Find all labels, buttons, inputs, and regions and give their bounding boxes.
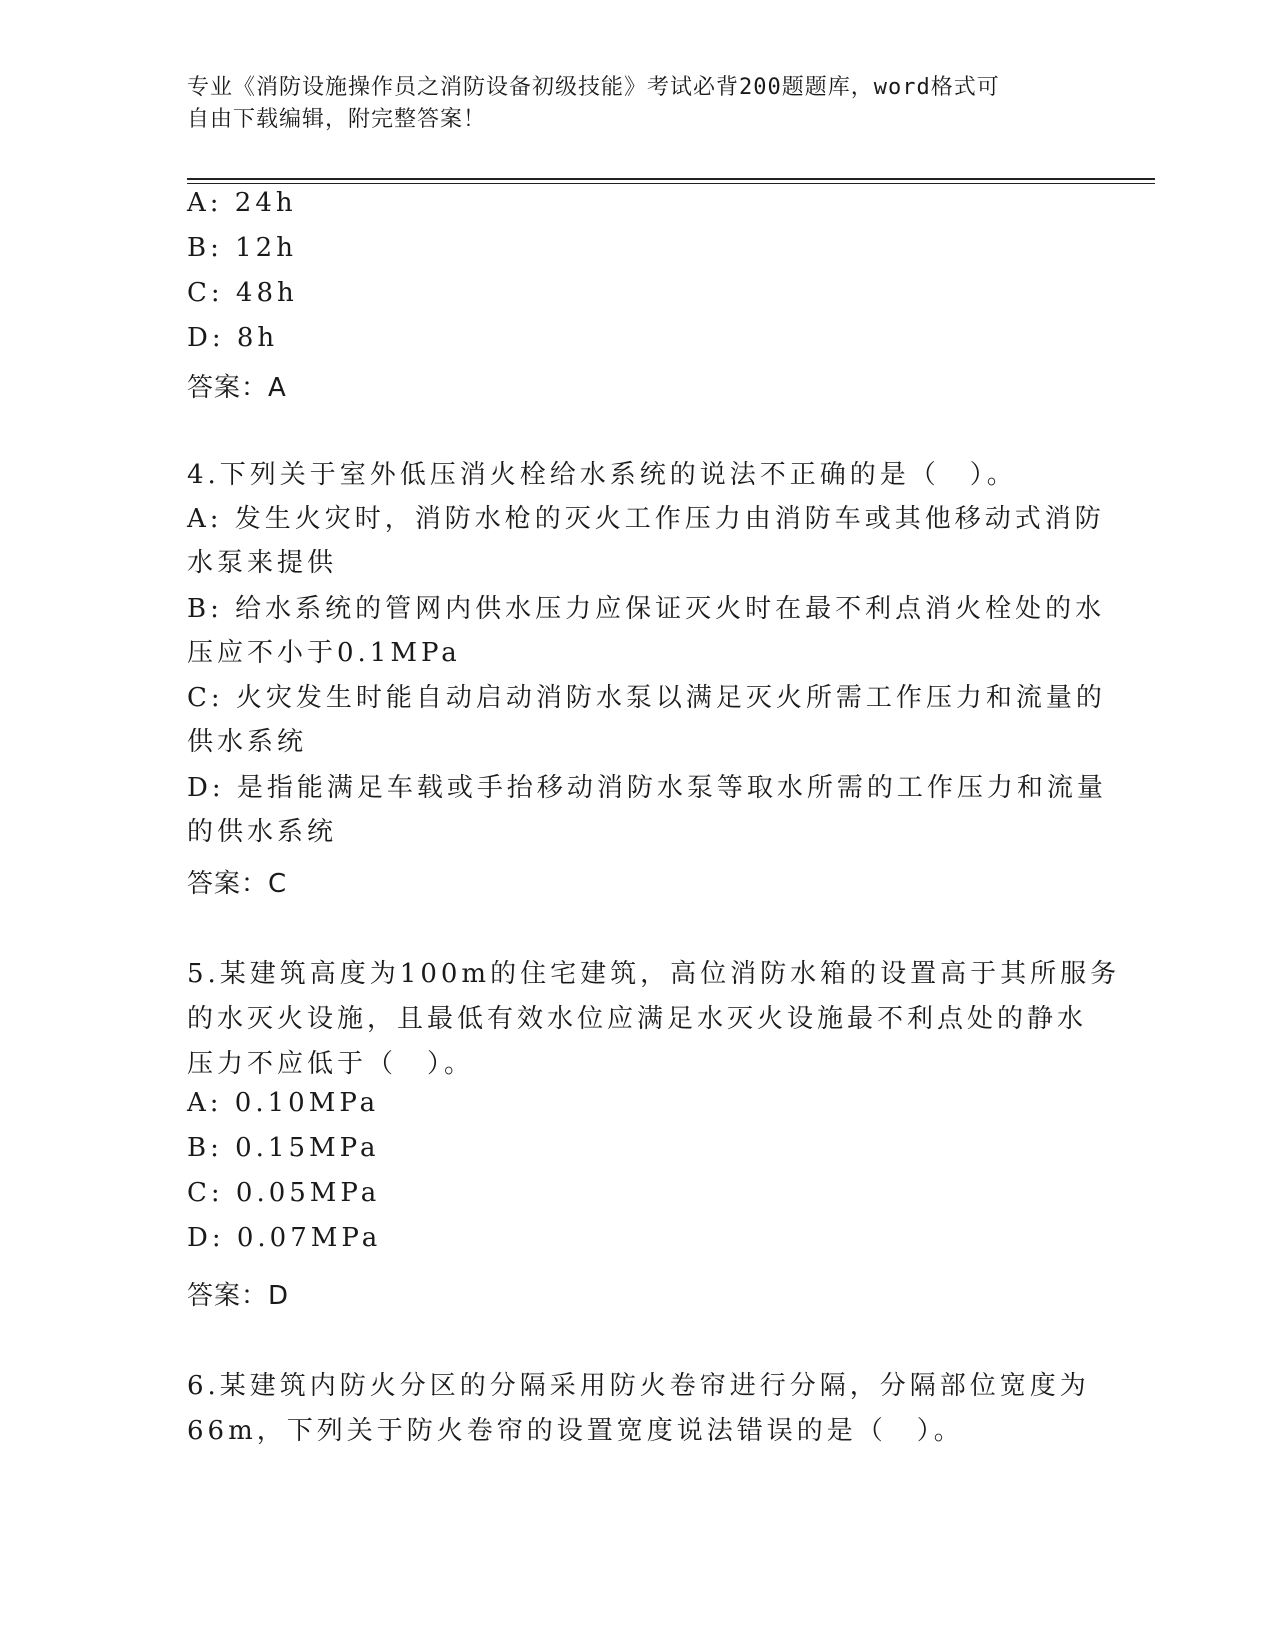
- q3-option-d: D: 8h: [187, 323, 279, 353]
- q5-stem-line3: 压力不应低于（ ）。: [187, 1049, 475, 1079]
- q4-option-d-line1: D: 是指能满足车载或手抬移动消防水泵等取水所需的工作压力和流量: [187, 773, 1107, 803]
- q4-option-a-line2: 水泵来提供: [187, 548, 338, 578]
- q5-option-a: A: 0.10MPa: [187, 1088, 380, 1118]
- header-divider-thin: [187, 183, 1155, 184]
- q5-option-c: C: 0.05MPa: [187, 1178, 381, 1208]
- q4-option-a-line1: A: 发生火灾时，消防水枪的灭火工作压力由消防车或其他移动式消防: [187, 504, 1105, 534]
- q5-stem-line2: 的水灭火设施，且最低有效水位应满足水灭火设施最不利点处的静水: [187, 1004, 1088, 1034]
- q3-option-b: B: 12h: [187, 233, 297, 263]
- q5-option-d: D: 0.07MPa: [187, 1223, 382, 1253]
- q3-option-c: C: 48h: [187, 278, 298, 308]
- q6-stem-line2: 66m，下列关于防火卷帘的设置宽度说法错误的是（ ）。: [187, 1416, 964, 1446]
- q4-option-c-line2: 供水系统: [187, 727, 308, 757]
- q4-option-c-line1: C: 火灾发生时能自动启动消防水泵以满足灭火所需工作压力和流量的: [187, 683, 1106, 713]
- header-divider-thick: [187, 178, 1155, 180]
- page-header: [187, 72, 1067, 136]
- q5-answer: 答案：D: [187, 1281, 290, 1311]
- q3-answer: 答案：A: [187, 373, 287, 403]
- q6-stem-line1: 6.某建筑内防火分区的分隔采用防火卷帘进行分隔，分隔部位宽度为: [187, 1371, 1090, 1401]
- q4-option-d-line2: 的供水系统: [187, 817, 338, 847]
- q5-stem-line1: 5.某建筑高度为100m的住宅建筑，高位消防水箱的设置高于其所服务: [187, 959, 1121, 989]
- q4-option-b-line2: 压应不小于0.1MPa: [187, 638, 461, 668]
- q3-option-a: A: 24h: [187, 188, 297, 218]
- q4-option-b-line1: B: 给水系统的管网内供水压力应保证灭火时在最不利点消火栓处的水: [187, 594, 1106, 624]
- q4-answer: 答案：C: [187, 869, 288, 899]
- q5-option-b: B: 0.15MPa: [187, 1133, 380, 1163]
- header-line-1: 专业《消防设施操作员之消防设备初级技能》考试必背200题题库，word格式可: [187, 75, 1000, 100]
- q4-stem: 4.下列关于室外低压消火栓给水系统的说法不正确的是（ ）。: [187, 460, 1017, 490]
- header-line-2: 自由下载编辑，附完整答案！: [187, 107, 487, 132]
